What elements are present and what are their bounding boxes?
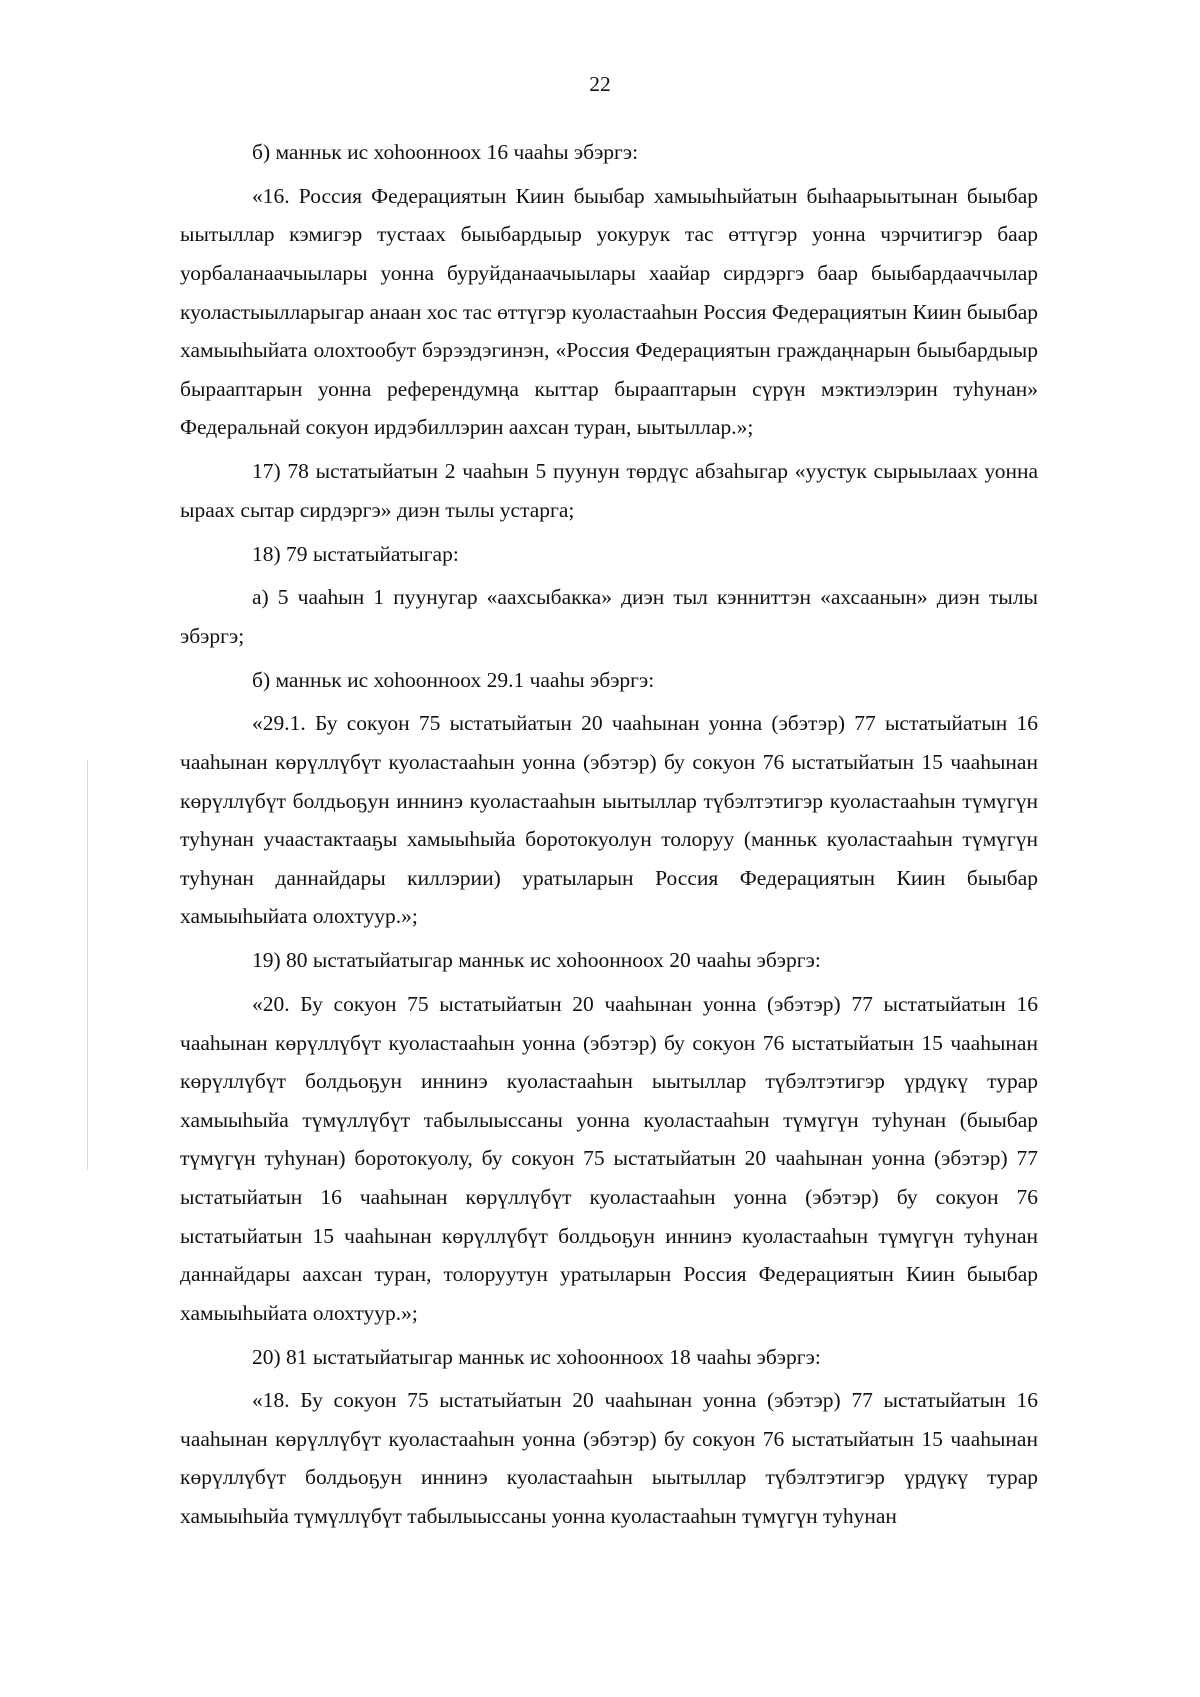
page-number: 22 (589, 72, 611, 96)
document-body (180, 133, 1038, 1541)
paragraph-16-text: «16. Россия Федерациятын Киин быыбар хамыыhыйатын быhаарыытынан быыбар ыытыллар кэмигэр тустаах быыбардыыр уокурук тас өттүгэр уонна чэрчитигэр баар уорбаланаачыылары уонна буруйданаачыылары хаайар сирдэргэ баар быыбардааччылар куоластыылларыгар анаан хос тас өттүгэр куоластааhын Россия Федерациятын Киин быыбар хамыыhыйата олохтообут бэрээдэгинэн, «Россия Федерациятын граждаңнарын быыбардыыр бырааптарын уонна референдумңа кыттар бырааптарын сүрүн мэктиэлэрин туhунан» Федеральнай сокуон ирдэбиллэрин аахсан туран, ыытыллар.»; (180, 183, 1038, 440)
paragraph-a: а) 5 чааhын 1 пуунугар «аахсыбакка» диэн тыл кэнниттэн «ахсаанын» диэн тылы эбэргэ; (180, 585, 1038, 648)
paragraph-20: 20) 81 ыстатыйатыгар манньк ис хоhоонноох 18 чааhы эбэргэ: (252, 1344, 821, 1369)
paragraph-19: 19) 80 ыстатыйатыгар манньк ис хоhоонноох 20 чааhы эбэргэ: (252, 948, 821, 973)
paragraph-17: 17) 78 ыстатыйатын 2 чааhын 5 пуунун төрдүс абзаhыгар «уустук сырыылаах уонна ыраах сытар сирдэргэ» диэн тылы устарга; (180, 459, 1038, 522)
paragraph-18: 18) 79 ыстатыйатыгар: (252, 541, 459, 566)
paragraph-b-29-1: б) манньк ис хоhоонноох 29.1 чааhы эбэргэ: (252, 667, 655, 692)
paragraph-20-text: «20. Бу сокуон 75 ыстатыйатын 20 чааhынан уонна (эбэтэр) 77 ыстатыйатын 16 чааhынан көрүллүбүт куоластааhын уонна (эбэтэр) бу сокуон 76 ыстатыйатын 15 чааhынан көрүллүбүт болдьоҕун иннинэ куоластааhын ыытыллар түбэлтэтигэр үрдүкү турар хамыыhыйа түмүллүбүт табылыыссаны уонна куоластааhын түмүгүн туhунан (быыбар түмүгүн туhунан) боротокуолу, бу сокуон 75 ыстатыйатын 20 чааhынан уонна (эбэтэр) 77 ыстатыйатын 16 чааhынан көрүллүбүт куоластааhын уонна (эбэтэр) бу сокуон 76 ыстатыйатын 15 чааhынан көрүллүбүт болдьоҕун иннинэ куоластааhын түмүгүн туhунан даннайдары аахсан туран, толоруутун уратыларын Россия Федерациятын Киин быыбар хамыыhыйата олохтуур.»; (180, 991, 1038, 1325)
paragraph-18-text: «18. Бу сокуон 75 ыстатыйатын 20 чааhынан уонна (эбэтэр) 77 ыстатыйатын 16 чааhынан көрүллүбүт куоластааhын уонна (эбэтэр) бу сокуон 76 ыстатыйатын 15 чааhынан көрүллүбүт болдьоҕун иннинэ куоластааhын ыытыллар түбэлтэтигэр үрдүкү турар хамыыhыйа түмүллүбүт табылыыссаны уонна куоластааhын түмүгүн туhунан (180, 1388, 1038, 1529)
paragraph-29-1-text: «29.1. Бу сокуон 75 ыстатыйатын 20 чааhынан уонна (эбэтэр) 77 ыстатыйатын 16 чааhынан көрүллүбүт куоластааhын уонна (эбэтэр) бу сокуон 76 ыстатыйатын 15 чааhынан көрүллүбүт болдьоҕун иннинэ куоластааhын ыытыллар түбэлтэтигэр куоластааhын түмүгүн туhунан учаастактааҕы хамыыhыйа боротокуолун толоруу (манньк куоластааhын түмүгүн туhунан даннайдары киллэрии) уратыларын Россия Федерациятын Киин быыбар хамыыhыйата олохтуур.»; (180, 711, 1038, 929)
scan-edge-mark (87, 760, 88, 1170)
paragraph-b-16: б) манньк ис хоhоонноох 16 чааhы эбэргэ: (252, 140, 639, 164)
